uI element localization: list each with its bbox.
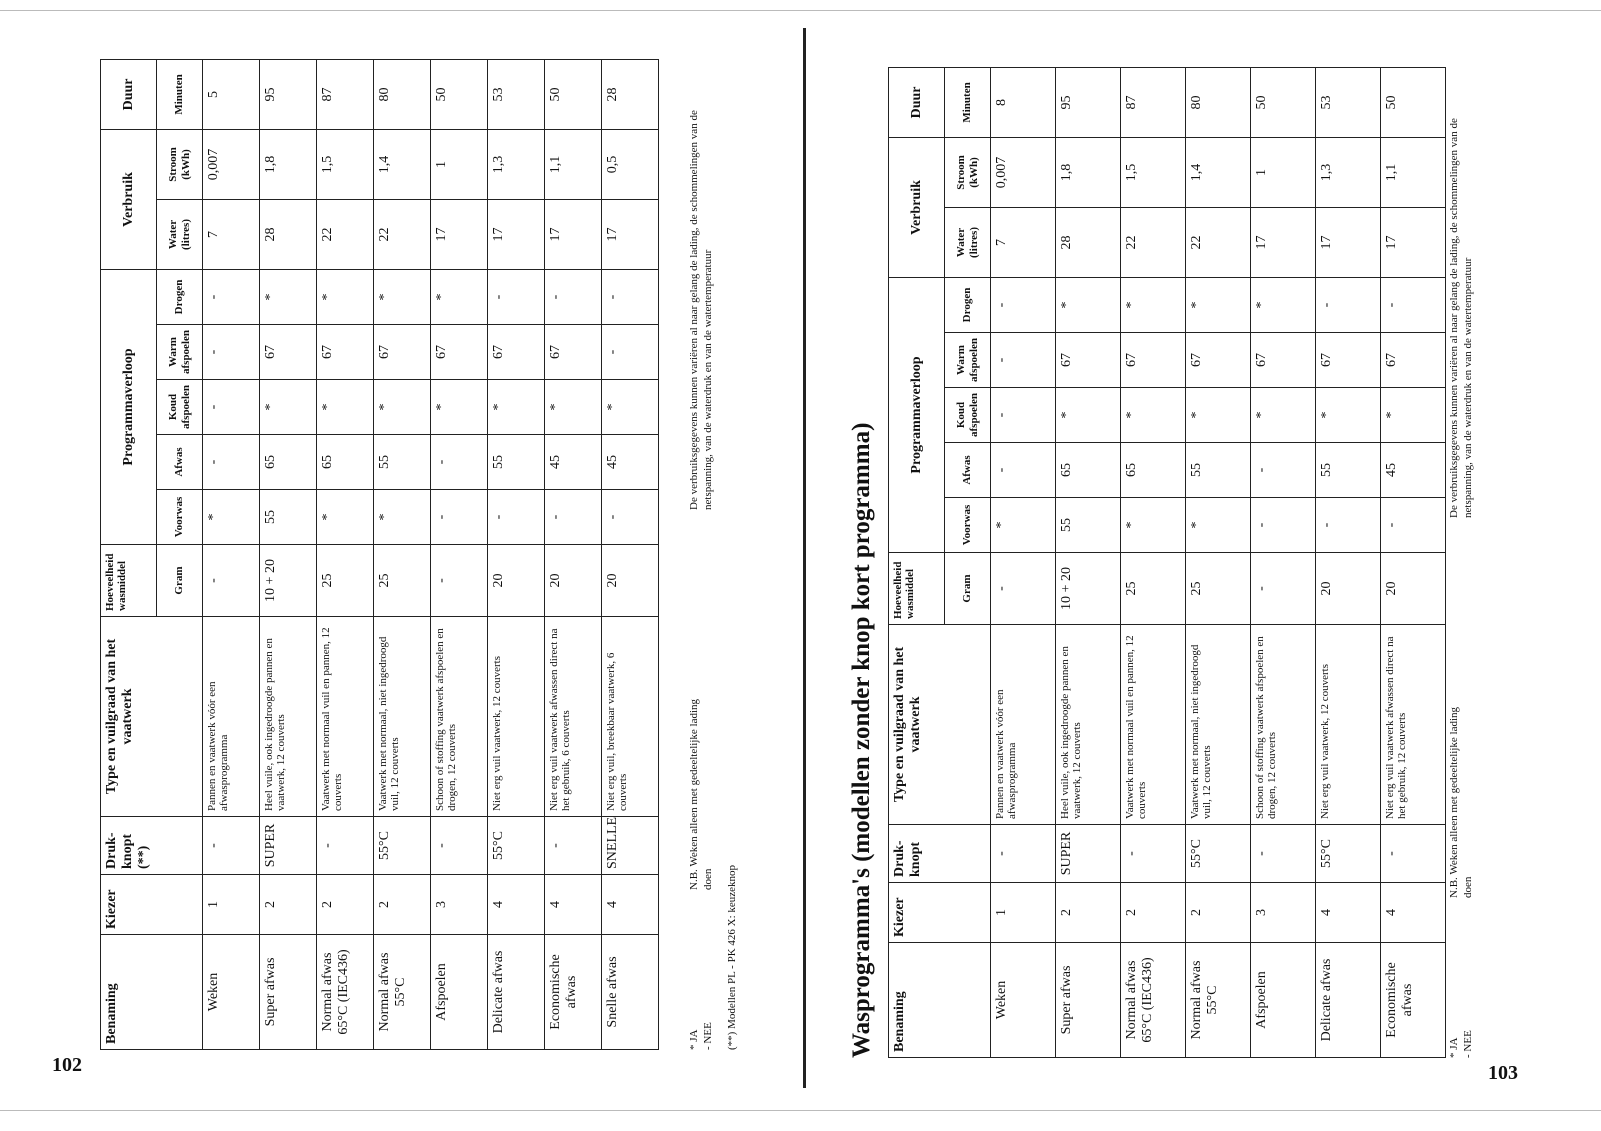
cell-warm: 67 <box>260 325 317 380</box>
cell-gram: 25 <box>374 545 431 617</box>
cell-benaming: Normal afwas 55°C <box>1186 943 1251 1058</box>
cell-gram: 10 + 20 <box>260 545 317 617</box>
left-notes <box>688 60 739 1050</box>
table-row <box>1121 67 1186 1057</box>
cell-type: Niet erg vuil vaatwerk, 12 couverts <box>488 617 545 817</box>
header-gram: Gram <box>157 545 203 617</box>
cell-minuten: 80 <box>1186 67 1251 137</box>
cell-koud: * <box>545 380 602 435</box>
cell-stroom: 1,8 <box>1056 137 1121 207</box>
cell-koud: * <box>431 380 488 435</box>
cell-water: 22 <box>317 199 374 269</box>
cell-drogen: * <box>374 269 431 324</box>
cell-afwas: 65 <box>317 435 374 490</box>
cell-stroom: 1,8 <box>260 129 317 199</box>
cell-kiezer: 4 <box>488 875 545 935</box>
cell-afwas: 65 <box>1056 443 1121 498</box>
cell-type: Niet erg vuil, breekbaar vaatwerk, 6 couverts <box>602 617 659 817</box>
cell-drogen: * <box>260 269 317 324</box>
cell-minuten: 87 <box>317 59 374 129</box>
cell-afwas: 45 <box>545 435 602 490</box>
cell-gram: 10 + 20 <box>1056 553 1121 625</box>
header-type: Type en vuilgraad van het vaatwerk <box>101 617 203 817</box>
legend-ja: * JA <box>1448 1037 1460 1058</box>
header-minuten: Minuten <box>945 67 991 137</box>
cell-water: 22 <box>374 199 431 269</box>
cell-kiezer: 4 <box>602 875 659 935</box>
cell-voorwas: * <box>317 490 374 545</box>
cell-koud: * <box>602 380 659 435</box>
cell-koud: * <box>317 380 374 435</box>
cell-minuten: 53 <box>488 59 545 129</box>
legend-ja: * JA <box>688 1029 700 1050</box>
cell-knop: - <box>1251 825 1316 883</box>
cell-benaming: Economische afwas <box>1381 943 1446 1058</box>
header-koud: Koud afspoelen <box>157 380 203 435</box>
cell-voorwas: - <box>431 490 488 545</box>
page-spine <box>803 28 806 1088</box>
cell-koud: * <box>1316 388 1381 443</box>
cell-drogen: - <box>545 269 602 324</box>
header-drogen: Drogen <box>945 277 991 332</box>
cell-voorwas: 55 <box>260 490 317 545</box>
cell-koud: * <box>1251 388 1316 443</box>
cell-drogen: - <box>1381 277 1446 332</box>
cell-minuten: 50 <box>545 59 602 129</box>
cell-drogen: * <box>1056 277 1121 332</box>
cell-minuten: 95 <box>260 59 317 129</box>
page-number-right: 103 <box>1488 1062 1518 1084</box>
cell-type: Pannen en vaatwerk vóór een afwasprogramma <box>203 617 260 817</box>
cell-afwas: 45 <box>1381 443 1446 498</box>
cell-type: Vaatwerk met normaal, niet ingedroogd vuil, 12 couverts <box>1186 625 1251 825</box>
cell-water: 7 <box>991 207 1056 277</box>
cell-water: 17 <box>1381 207 1446 277</box>
cell-benaming: Afspoelen <box>1251 943 1316 1058</box>
cell-kiezer: 2 <box>1121 883 1186 943</box>
table-row <box>1316 67 1381 1057</box>
header-programmaverloop: Programmaverloop <box>889 277 945 552</box>
cell-afwas: 45 <box>602 435 659 490</box>
cell-minuten: 80 <box>374 59 431 129</box>
cell-type: Schoon of stoffing vaatwerk afspoelen en drogen, 12 couverts <box>431 617 488 817</box>
table-row <box>1251 67 1316 1057</box>
cell-warm: 67 <box>1186 333 1251 388</box>
legend-nee: - NEE <box>701 1022 714 1050</box>
scan-top-rule <box>0 10 1601 11</box>
cell-koud: * <box>1381 388 1446 443</box>
cell-drogen: * <box>317 269 374 324</box>
cell-gram: 25 <box>317 545 374 617</box>
cell-stroom: 1,4 <box>374 129 431 199</box>
cell-minuten: 50 <box>1381 67 1446 137</box>
cell-benaming: Normal afwas 55°C <box>374 935 431 1050</box>
cell-benaming: Weken <box>203 935 260 1050</box>
cell-kiezer: 4 <box>1316 883 1381 943</box>
cell-afwas: 55 <box>1186 443 1251 498</box>
cell-voorwas: - <box>488 490 545 545</box>
table-row <box>1056 67 1121 1057</box>
cell-knop: 55°C <box>1316 825 1381 883</box>
cell-knop: SUPER <box>260 817 317 875</box>
cell-type: Niet erg vuil vaatwerk, 12 couverts <box>1316 625 1381 825</box>
note-verbruik: De verbruiksgegevens kunnen variëren al naar gelang de lading, de schommelingen van de netspanning, van de waterdruk en van de watertemperatuur <box>1448 118 1474 518</box>
cell-kiezer: 2 <box>260 875 317 935</box>
header-duur: Duur <box>101 59 157 129</box>
cell-water: 17 <box>431 199 488 269</box>
header-type: Type en vuilgraad van het vaatwerk <box>889 625 991 825</box>
cell-warm: 67 <box>1056 333 1121 388</box>
cell-koud: * <box>488 380 545 435</box>
cell-benaming: Normal afwas 65°C (IEC436) <box>317 935 374 1050</box>
cell-koud: * <box>1056 388 1121 443</box>
cell-knop: - <box>991 825 1056 883</box>
cell-knop: - <box>203 817 260 875</box>
cell-stroom: 0,5 <box>602 129 659 199</box>
cell-benaming: Normal afwas 65°C (IEC436) <box>1121 943 1186 1058</box>
page-number-left: 102 <box>52 1054 82 1076</box>
cell-warm: 67 <box>374 325 431 380</box>
cell-knop: - <box>317 817 374 875</box>
cell-minuten: 87 <box>1121 67 1186 137</box>
cell-water: 17 <box>488 199 545 269</box>
cell-warm: 67 <box>488 325 545 380</box>
header-voorwas: Voorwas <box>945 498 991 553</box>
cell-gram: 25 <box>1186 553 1251 625</box>
right-notes <box>1448 68 1476 1058</box>
cell-knop: 55°C <box>374 817 431 875</box>
cell-afwas: 55 <box>374 435 431 490</box>
cell-stroom: 1,3 <box>488 129 545 199</box>
cell-knop: SNELLE <box>602 817 659 875</box>
cell-knop: - <box>1121 825 1186 883</box>
header-stroom: Stroom (kWh) <box>945 137 991 207</box>
table-row <box>1186 67 1251 1057</box>
cell-warm: 67 <box>1251 333 1316 388</box>
cell-warm: - <box>991 333 1056 388</box>
header-programmaverloop: Programmaverloop <box>101 269 157 544</box>
cell-water: 17 <box>1316 207 1381 277</box>
header-benaming: Benaming <box>889 943 991 1058</box>
cell-stroom: 0,007 <box>991 137 1056 207</box>
cell-koud: * <box>260 380 317 435</box>
cell-benaming: Afspoelen <box>431 935 488 1050</box>
cell-afwas: 65 <box>260 435 317 490</box>
table-row <box>488 59 545 1049</box>
header-hoeveelheid: Hoeveelheid wasmiddel <box>889 553 945 625</box>
header-voorwas: Voorwas <box>157 490 203 545</box>
cell-benaming: Delicate afwas <box>1316 943 1381 1058</box>
cell-stroom: 0,007 <box>203 129 260 199</box>
cell-koud: - <box>991 388 1056 443</box>
cell-type: Heel vuile, ook ingedroogde pannen en vaatwerk, 12 couverts <box>260 617 317 817</box>
header-water: Water (litres) <box>157 199 203 269</box>
header-kiezer: Kiezer <box>889 883 991 943</box>
header-warm: Warm afspoelen <box>945 333 991 388</box>
cell-minuten: 5 <box>203 59 260 129</box>
cell-benaming: Economische afwas <box>545 935 602 1050</box>
header-afwas: Afwas <box>157 435 203 490</box>
cell-stroom: 1 <box>431 129 488 199</box>
cell-koud: * <box>1121 388 1186 443</box>
cell-stroom: 1,4 <box>1186 137 1251 207</box>
cell-gram: 20 <box>1316 553 1381 625</box>
cell-water: 22 <box>1186 207 1251 277</box>
cell-water: 17 <box>545 199 602 269</box>
cell-type: Schoon of stoffing vaatwerk afspoelen en drogen, 12 couverts <box>1251 625 1316 825</box>
cell-gram: - <box>431 545 488 617</box>
header-drukknopt: Druk-knopt <box>889 825 991 883</box>
cell-voorwas: - <box>1316 498 1381 553</box>
cell-stroom: 1 <box>1251 137 1316 207</box>
cell-gram: 20 <box>545 545 602 617</box>
cell-afwas: - <box>203 435 260 490</box>
header-gram: Gram <box>945 553 991 625</box>
cell-type: Vaatwerk met normaal vuil en pannen, 12 couverts <box>317 617 374 817</box>
cell-gram: - <box>991 553 1056 625</box>
cell-koud: - <box>203 380 260 435</box>
header-warm: Warm afspoelen <box>157 325 203 380</box>
cell-drogen: * <box>1186 277 1251 332</box>
cell-type: Niet erg vuil vaatwerk afwassen direct na het gebruik, 6 couverts <box>545 617 602 817</box>
cell-benaming: Weken <box>991 943 1056 1058</box>
scan-bottom-rule <box>0 1110 1601 1111</box>
cell-benaming: Super afwas <box>260 935 317 1050</box>
cell-voorwas: - <box>602 490 659 545</box>
cell-kiezer: 4 <box>1381 883 1446 943</box>
table-row <box>991 67 1056 1057</box>
cell-warm: - <box>203 325 260 380</box>
cell-warm: 67 <box>317 325 374 380</box>
header-drukknopt: Druk-knopt (**) <box>101 817 203 875</box>
table-row <box>545 59 602 1049</box>
cell-kiezer: 3 <box>1251 883 1316 943</box>
cell-koud: * <box>374 380 431 435</box>
cell-type: Vaatwerk met normaal, niet ingedroogd vuil, 12 couverts <box>374 617 431 817</box>
header-hoeveelheid: Hoeveelheid wasmiddel <box>101 545 157 617</box>
cell-gram: 20 <box>602 545 659 617</box>
cell-afwas: 55 <box>488 435 545 490</box>
page-title: Wasprogramma's (modellen zonder knop kort programma) <box>848 422 875 1058</box>
cell-water: 28 <box>260 199 317 269</box>
cell-benaming: Super afwas <box>1056 943 1121 1058</box>
cell-kiezer: 2 <box>1056 883 1121 943</box>
cell-minuten: 50 <box>1251 67 1316 137</box>
cell-kiezer: 1 <box>991 883 1056 943</box>
cell-drogen: * <box>1251 277 1316 332</box>
table-row <box>203 59 260 1049</box>
cell-stroom: 1,1 <box>545 129 602 199</box>
cell-type: Pannen en vaatwerk vóór een afwasprogramma <box>991 625 1056 825</box>
header-koud: Koud afspoelen <box>945 388 991 443</box>
note-modellen: (**) Modellen PL - PK 426 X: keuzeknop <box>725 864 738 1050</box>
cell-voorwas: - <box>1251 498 1316 553</box>
header-water: Water (litres) <box>945 207 991 277</box>
cell-benaming: Snelle afwas <box>602 935 659 1050</box>
cell-kiezer: 4 <box>545 875 602 935</box>
cell-warm: 67 <box>545 325 602 380</box>
table-row <box>260 59 317 1049</box>
cell-drogen: * <box>431 269 488 324</box>
cell-benaming: Delicate afwas <box>488 935 545 1050</box>
cell-water: 17 <box>1251 207 1316 277</box>
cell-afwas: - <box>991 443 1056 498</box>
cell-type: Heel vuile, ook ingedroogde pannen en vaatwerk, 12 couverts <box>1056 625 1121 825</box>
cell-afwas: 65 <box>1121 443 1186 498</box>
header-stroom: Stroom (kWh) <box>157 129 203 199</box>
cell-drogen: - <box>991 277 1056 332</box>
cell-gram: 20 <box>488 545 545 617</box>
cell-afwas: 55 <box>1316 443 1381 498</box>
cell-warm: 67 <box>1316 333 1381 388</box>
header-benaming: Benaming <box>101 935 203 1050</box>
header-minuten: Minuten <box>157 59 203 129</box>
cell-koud: * <box>1186 388 1251 443</box>
cell-water: 7 <box>203 199 260 269</box>
cell-stroom: 1,5 <box>1121 137 1186 207</box>
cell-stroom: 1,3 <box>1316 137 1381 207</box>
header-verbruik: Verbruik <box>889 137 945 277</box>
cell-gram: 25 <box>1121 553 1186 625</box>
cell-voorwas: 55 <box>1056 498 1121 553</box>
cell-voorwas: - <box>1381 498 1446 553</box>
cell-afwas: - <box>431 435 488 490</box>
cell-type: Niet erg vuil vaatwerk afwassen direct na het gebruik, 12 couverts <box>1381 625 1446 825</box>
cell-kiezer: 2 <box>374 875 431 935</box>
table-row <box>317 59 374 1049</box>
cell-stroom: 1,5 <box>317 129 374 199</box>
cell-knop: - <box>545 817 602 875</box>
cell-water: 22 <box>1121 207 1186 277</box>
cell-minuten: 53 <box>1316 67 1381 137</box>
header-drogen: Drogen <box>157 269 203 324</box>
cell-drogen: - <box>488 269 545 324</box>
cell-minuten: 28 <box>602 59 659 129</box>
cell-knop: SUPER <box>1056 825 1121 883</box>
cell-gram: - <box>203 545 260 617</box>
note-nb: N.B. Weken alleen met gedeeltelijke lading doen <box>1448 706 1474 898</box>
header-kiezer: Kiezer <box>101 875 203 935</box>
cell-afwas: - <box>1251 443 1316 498</box>
header-duur: Duur <box>889 67 945 137</box>
cell-knop: - <box>1381 825 1446 883</box>
cell-kiezer: 1 <box>203 875 260 935</box>
cell-minuten: 95 <box>1056 67 1121 137</box>
cell-kiezer: 3 <box>431 875 488 935</box>
cell-warm: - <box>602 325 659 380</box>
cell-water: 28 <box>1056 207 1121 277</box>
header-verbruik: Verbruik <box>101 129 157 269</box>
cell-drogen: - <box>203 269 260 324</box>
cell-warm: 67 <box>431 325 488 380</box>
legend-nee: - NEE <box>1461 1030 1474 1058</box>
cell-stroom: 1,1 <box>1381 137 1446 207</box>
cell-minuten: 8 <box>991 67 1056 137</box>
cell-drogen: - <box>1316 277 1381 332</box>
cell-knop: - <box>431 817 488 875</box>
right-page-rotated <box>848 68 1508 1058</box>
right-program-table <box>888 67 1446 1058</box>
cell-voorwas: * <box>1121 498 1186 553</box>
note-nb: N.B. Weken alleen met gedeeltelijke lading doen <box>688 698 714 890</box>
cell-drogen: - <box>602 269 659 324</box>
cell-minuten: 50 <box>431 59 488 129</box>
right-table-body <box>991 67 1446 1057</box>
cell-kiezer: 2 <box>317 875 374 935</box>
cell-voorwas: - <box>545 490 602 545</box>
cell-voorwas: * <box>991 498 1056 553</box>
table-row <box>374 59 431 1049</box>
left-table-body <box>203 59 659 1049</box>
left-program-table <box>100 59 659 1050</box>
table-row <box>602 59 659 1049</box>
cell-knop: 55°C <box>1186 825 1251 883</box>
cell-warm: 67 <box>1121 333 1186 388</box>
header-afwas: Afwas <box>945 443 991 498</box>
cell-voorwas: * <box>1186 498 1251 553</box>
cell-warm: 67 <box>1381 333 1446 388</box>
cell-gram: - <box>1251 553 1316 625</box>
cell-drogen: * <box>1121 277 1186 332</box>
cell-knop: 55°C <box>488 817 545 875</box>
cell-kiezer: 2 <box>1186 883 1251 943</box>
cell-voorwas: * <box>374 490 431 545</box>
cell-voorwas: * <box>203 490 260 545</box>
cell-water: 17 <box>602 199 659 269</box>
left-page-rotated <box>100 60 760 1050</box>
note-verbruik: De verbruiksgegevens kunnen variëren al naar gelang de lading, de schommelingen van de netspanning, van de waterdruk en van de watertemperatuur <box>688 110 714 510</box>
table-row <box>431 59 488 1049</box>
cell-type: Vaatwerk met normaal vuil en pannen, 12 couverts <box>1121 625 1186 825</box>
table-row <box>1381 67 1446 1057</box>
cell-gram: 20 <box>1381 553 1446 625</box>
